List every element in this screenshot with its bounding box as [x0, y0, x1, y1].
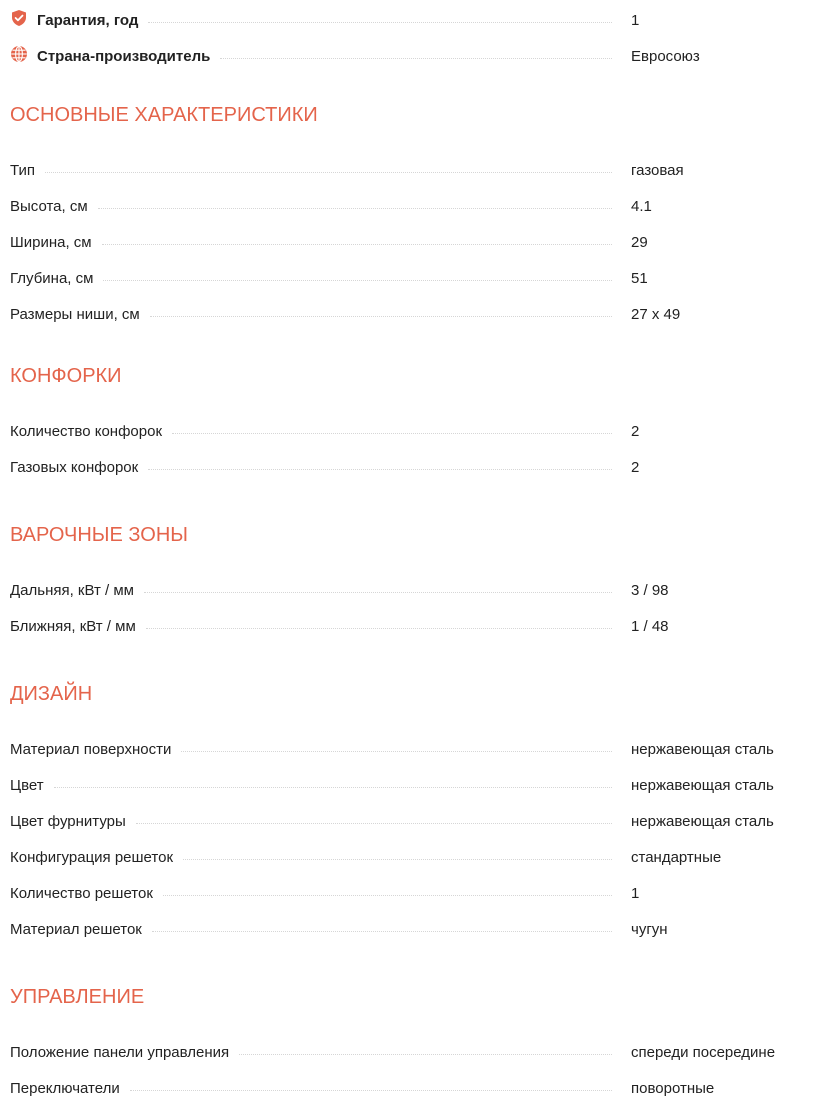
spec-value: 1	[631, 12, 640, 29]
spec-row	[10, 138, 822, 180]
section-title: ОСНОВНЫЕ ХАРАКТЕРИСТИКИ	[10, 104, 318, 126]
section-main-specs	[10, 66, 822, 324]
spec-row	[10, 600, 822, 636]
dotted-leader	[183, 858, 612, 860]
dotted-leader	[98, 207, 612, 209]
spec-name: Глубина, см	[10, 270, 94, 287]
spec-value: 27 х 49	[631, 306, 681, 323]
section-controls	[10, 939, 822, 1098]
spec-value: газовая	[631, 162, 684, 179]
spec-value: стандартные	[631, 849, 722, 866]
spec-value: 29	[631, 234, 648, 251]
spec-row	[10, 831, 822, 867]
section-title: КОНФОРКИ	[10, 365, 122, 387]
spec-value: нержавеющая сталь	[631, 741, 774, 758]
spec-value: Евросоюз	[631, 48, 700, 65]
spec-name: Газовых конфорок	[10, 459, 139, 476]
spec-row	[10, 1020, 822, 1062]
dotted-leader	[148, 468, 612, 470]
spec-value: чугун	[631, 921, 668, 938]
spec-name: Страна-производитель	[37, 48, 211, 65]
dotted-leader	[54, 786, 612, 788]
dotted-leader	[181, 750, 612, 752]
spec-row	[10, 903, 822, 939]
spec-name: Размеры ниши, см	[10, 306, 140, 323]
spec-name: Гарантия, год	[37, 12, 139, 29]
spec-name: Ширина, см	[10, 234, 92, 251]
section-title: ВАРОЧНЫЕ ЗОНЫ	[10, 524, 188, 546]
dotted-leader	[150, 315, 612, 317]
spec-name: Цвет фурнитуры	[10, 813, 126, 830]
spec-value: 4.1	[631, 198, 652, 215]
spec-value: 1 / 48	[631, 618, 669, 635]
spec-row	[10, 399, 822, 441]
spec-name: Положение панели управления	[10, 1044, 230, 1061]
spec-name: Переключатели	[10, 1080, 120, 1097]
dotted-leader	[136, 822, 612, 824]
spec-name: Количество конфорок	[10, 423, 163, 440]
spec-row	[10, 759, 822, 795]
spec-name: Материал поверхности	[10, 741, 172, 758]
spec-name: Материал решеток	[10, 921, 142, 938]
section-title: УПРАВЛЕНИЕ	[10, 986, 145, 1008]
spec-row	[10, 717, 822, 759]
dotted-leader	[103, 279, 612, 281]
spec-name: Ближняя, кВт / мм	[10, 618, 136, 635]
spec-value: 3 / 98	[631, 582, 669, 599]
dotted-leader	[148, 21, 612, 23]
spec-name: Конфигурация решеток	[10, 849, 174, 866]
dotted-leader	[102, 243, 612, 245]
spec-row	[10, 180, 822, 216]
spec-value: 51	[631, 270, 648, 287]
spec-name: Тип	[10, 162, 36, 179]
spec-value: 1	[631, 885, 640, 902]
spec-name: Количество решеток	[10, 885, 153, 902]
spec-row	[10, 867, 822, 903]
dotted-leader	[172, 432, 612, 434]
spec-name: Цвет	[10, 777, 44, 794]
dotted-leader	[239, 1053, 612, 1055]
dotted-leader	[146, 627, 612, 629]
spec-row	[10, 795, 822, 831]
spec-row-country	[10, 30, 822, 66]
dotted-leader	[45, 171, 612, 173]
dotted-leader	[152, 930, 612, 932]
spec-name: Высота, см	[10, 198, 88, 215]
shield-check-icon	[10, 9, 28, 27]
dotted-leader	[163, 894, 612, 896]
dotted-leader	[220, 57, 612, 59]
section-cooking-zones	[10, 477, 822, 636]
dotted-leader	[130, 1089, 612, 1091]
globe-icon	[10, 45, 28, 63]
spec-row	[10, 558, 822, 600]
spec-value: нержавеющая сталь	[631, 813, 774, 830]
spec-row	[10, 1062, 822, 1098]
spec-row	[10, 441, 822, 477]
spec-row	[10, 252, 822, 288]
section-burners	[10, 324, 822, 477]
spec-row	[10, 216, 822, 252]
spec-value: поворотные	[631, 1080, 715, 1097]
dotted-leader	[144, 591, 612, 593]
spec-row-warranty	[10, 0, 822, 30]
spec-value: нержавеющая сталь	[631, 777, 774, 794]
section-design	[10, 636, 822, 939]
spec-value: спереди посередине	[631, 1044, 776, 1061]
spec-value: 2	[631, 423, 640, 440]
specs-table	[10, 0, 822, 1098]
section-title: ДИЗАЙН	[10, 683, 93, 705]
spec-name: Дальняя, кВт / мм	[10, 582, 134, 599]
spec-row	[10, 288, 822, 324]
spec-value: 2	[631, 459, 640, 476]
